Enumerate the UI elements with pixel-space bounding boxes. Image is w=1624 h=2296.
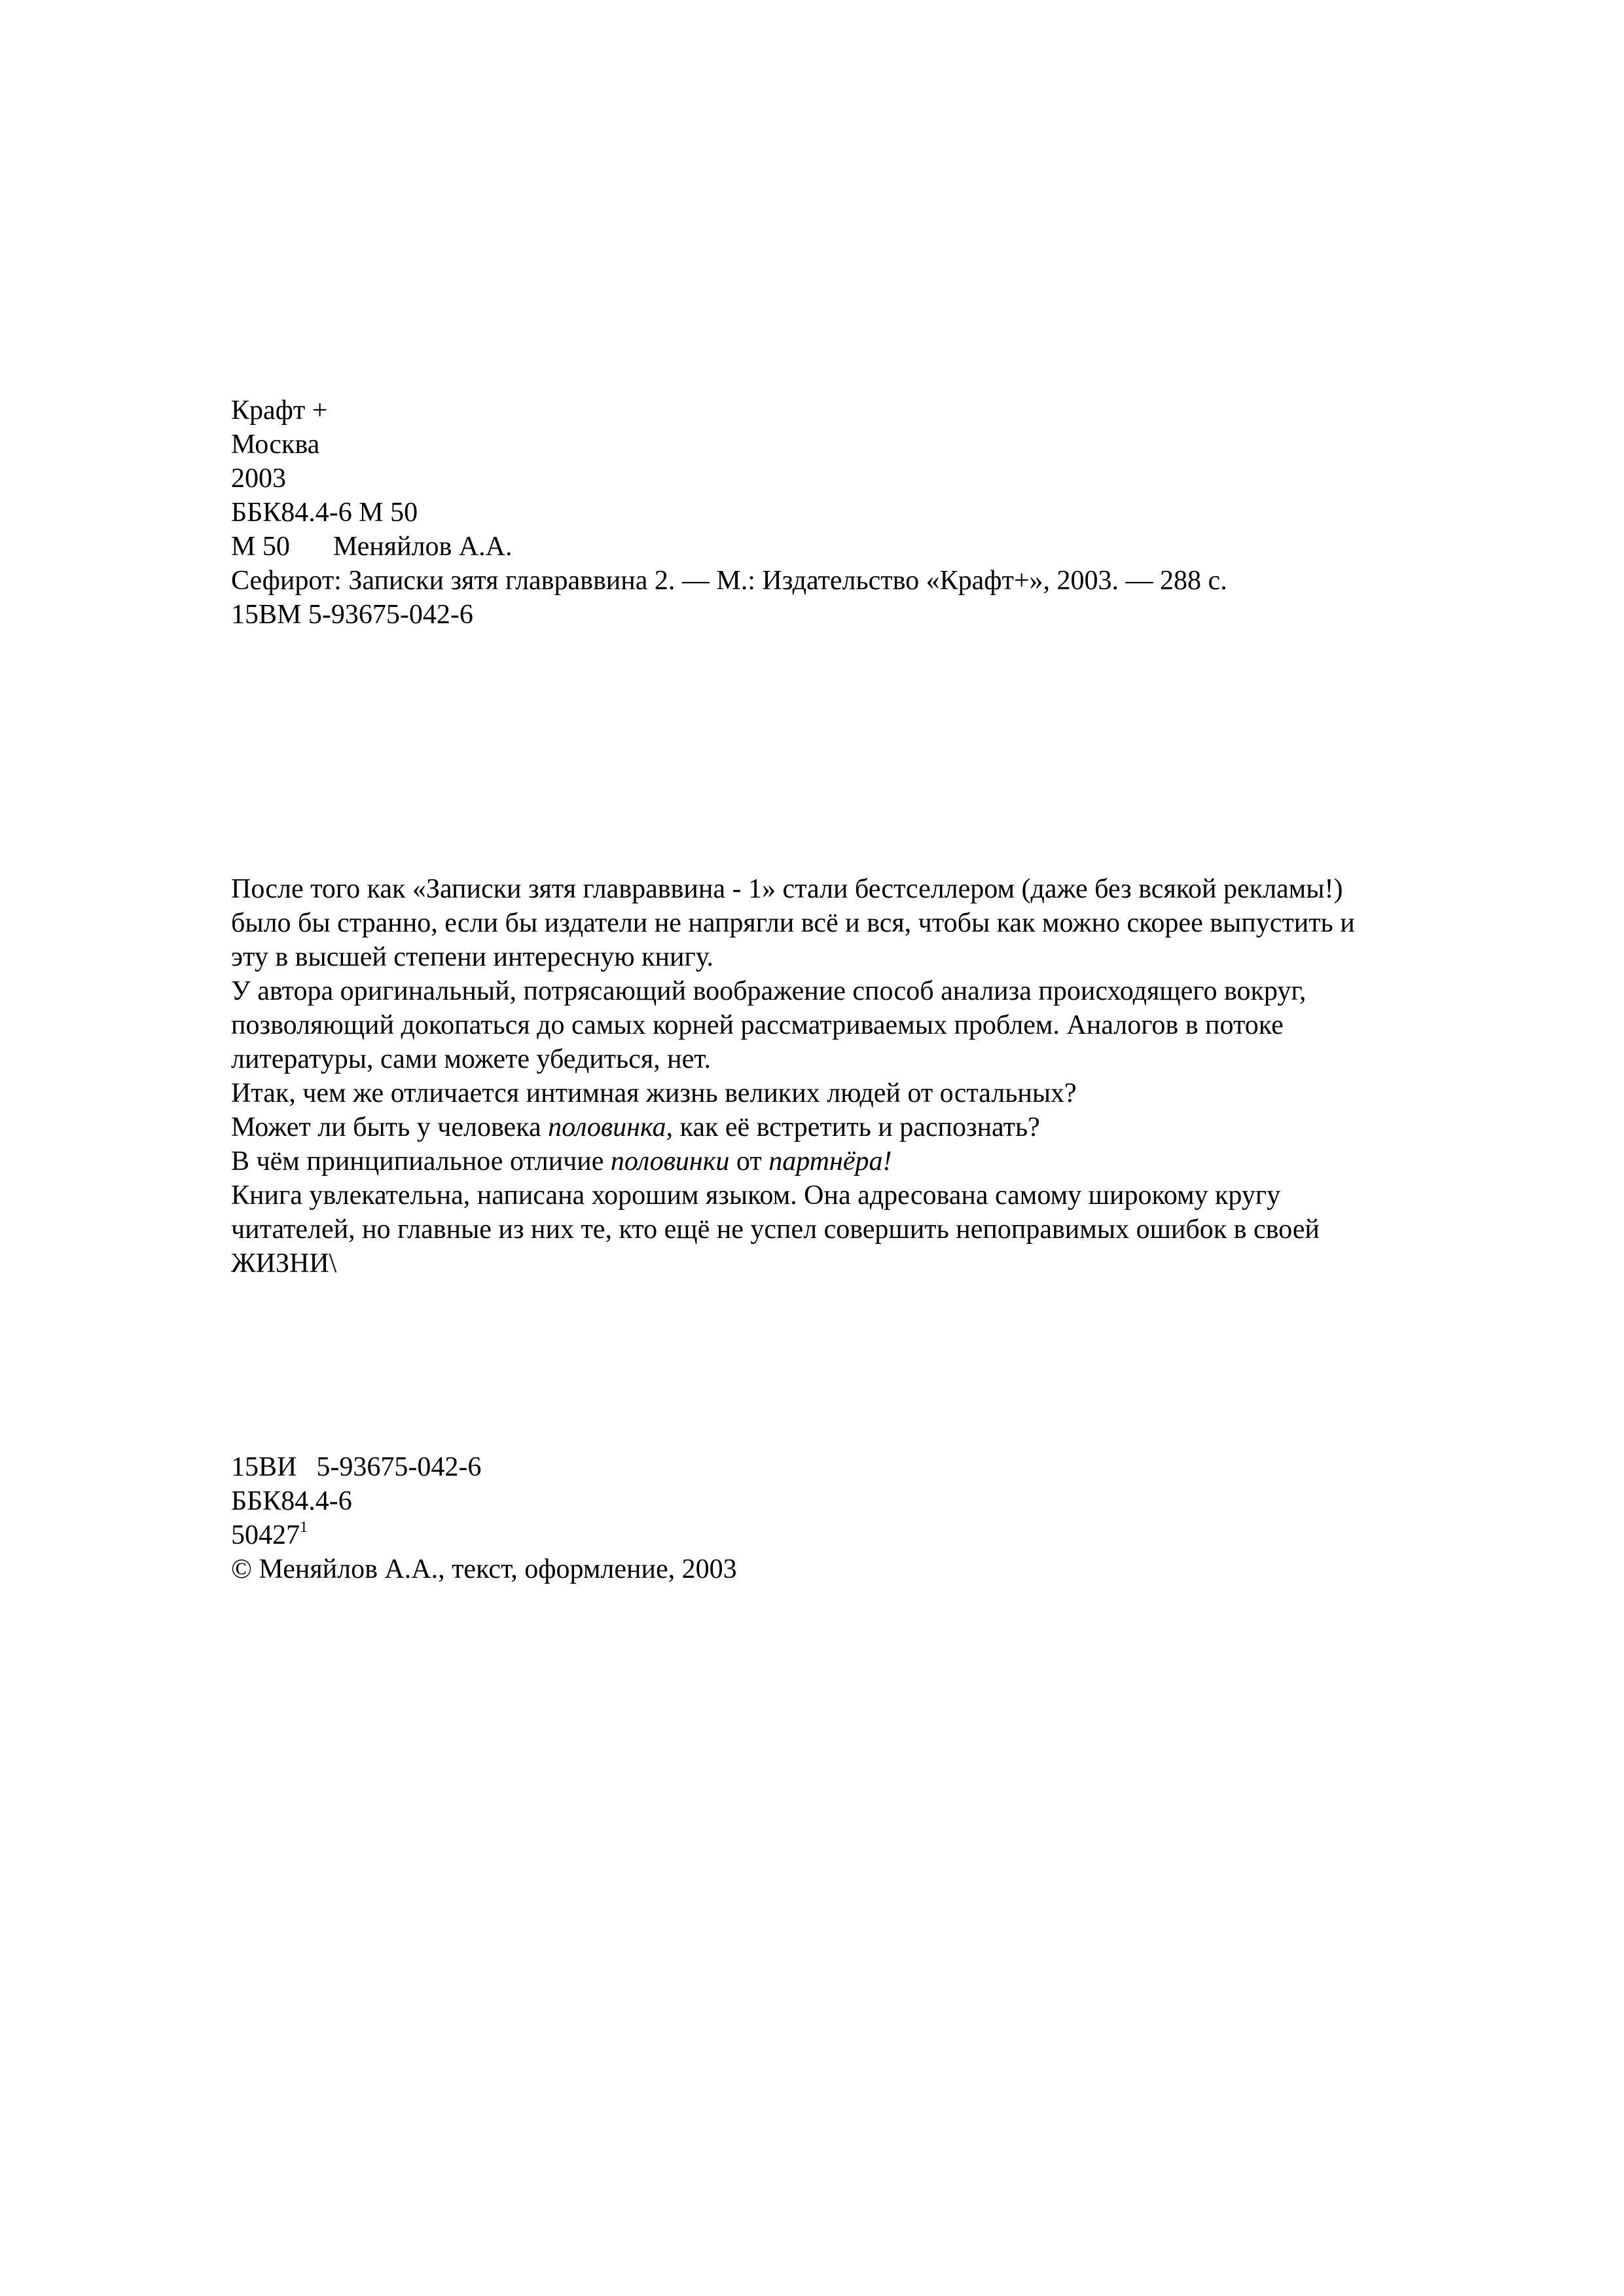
annotation-p2-line: позволяющий докопаться до самых корней рассматриваемых проблем. Аналогов в потоке	[231, 1010, 1284, 1040]
annotation-question-3	[231, 1144, 1355, 1178]
annotation-p6-line: ЖИЗНИ\	[231, 1248, 337, 1279]
isbn-line: 15ВМ 5-93675-042-6	[231, 600, 473, 630]
colophon-isbn-line	[231, 1450, 737, 1484]
annotation-p1-line: эту в высшей степени интересную книгу.	[231, 942, 714, 972]
annotation-question-1: Итак, чем же отличается интимная жизнь великих людей от остальных?	[231, 1078, 1077, 1108]
colophon-code-line	[231, 1518, 737, 1552]
annotation-p2-line: литературы, сами можете убедиться, нет.	[231, 1044, 711, 1074]
question-3-text-middle: от	[729, 1146, 769, 1176]
author-line	[231, 530, 1227, 564]
question-3-emphasis-1: половинки	[610, 1146, 730, 1176]
colophon-copyright: © Меняйлов А.А., текст, оформление, 2003	[231, 1554, 737, 1584]
question-2-text-start: Может ли быть у человека	[231, 1112, 549, 1142]
author-name: Меняйлов А.А.	[333, 532, 513, 562]
annotation-question-2	[231, 1110, 1355, 1144]
colophon-isbn-number: 5-93675-042-6	[316, 1452, 482, 1482]
bbk-classification: ББК84.4-6 М 50	[231, 498, 418, 528]
annotation-block	[231, 872, 1355, 1281]
question-3-emphasis-2: партнёра!	[768, 1146, 892, 1176]
annotation-p1-line: было бы странно, если бы издатели не напрягли всё и вся, чтобы как можно скорее выпустить и	[231, 908, 1355, 938]
question-2-text-end: как её встретить и распознать?	[673, 1112, 1040, 1142]
question-2-emphasis: половинка,	[548, 1112, 674, 1142]
bibliographic-citation: Сефирот: Записки зятя главраввина 2. — М.: Издательство «Крафт+», 2003. — 288 с.	[231, 566, 1227, 596]
annotation-p6-line: Книга увлекательна, написана хорошим языком. Она адресована самому широкому кругу	[231, 1180, 1281, 1211]
author-code: М 50	[231, 532, 290, 562]
colophon-code: 50427	[231, 1520, 300, 1550]
publisher-name: Крафт +	[231, 395, 328, 426]
annotation-p2-line: У автора оригинальный, потрясающий воображение способ анализа происходящего вокруг,	[231, 976, 1307, 1006]
colophon-classification: ББК84.4-6	[231, 1486, 352, 1516]
annotation-p6-line: читателей, но главные из них те, кто ещё не успел совершить непоправимых ошибок в своей	[231, 1214, 1320, 1245]
publication-year: 2003	[231, 464, 286, 494]
colophon-isbn-label: 15ВИ	[231, 1452, 297, 1482]
annotation-p1-line: После того как «Записки зятя главраввина - 1» стали бестселлером (даже без всякой рекламы!)	[231, 874, 1343, 904]
colophon-block	[231, 1450, 737, 1586]
imprint-block	[231, 393, 1227, 632]
colophon-code-superscript: 1	[300, 1519, 308, 1536]
question-3-text-start: В чём принципиальное отличие	[231, 1146, 611, 1176]
publication-city: Москва	[231, 429, 320, 460]
